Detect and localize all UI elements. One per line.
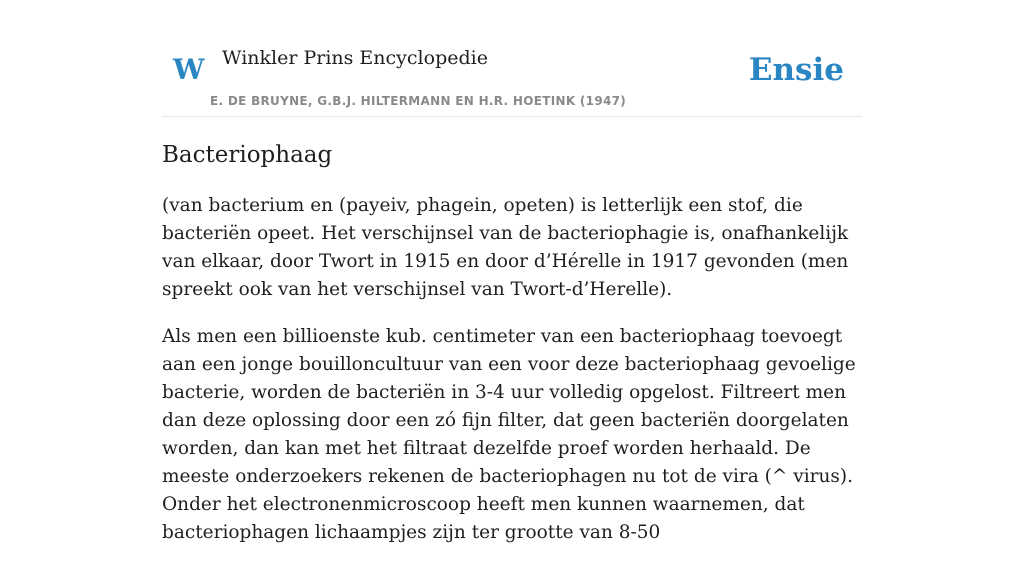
- site-logo[interactable]: W: [173, 53, 205, 86]
- site-header: [162, 0, 862, 117]
- brand-logo[interactable]: Ensie: [748, 52, 844, 88]
- paragraph: Als men een billioenste kub. centimeter van een bacteriophaag toevoegt aan een jonge bouilloncultuur van een voor deze bacteriophaag gevoelige bacterie, worden de bacteriën in 3-4 uur volledig opgelost. Filtreert men dan deze oplossing door een zó fijn filter, dat geen bacteriën doorgelaten worden, dan kan met het filtraat dezelfde proef worden herhaald. De meeste onderzoekers rekenen de bacteriophagen nu tot de vira (^ virus). Onder het electronenmicroscoop heeft men kunnen waarnemen, dat bacteriophagen lichaampjes zijn ter grootte van 8-50: [162, 326, 856, 543]
- article-title: Bacteriophaag: [162, 142, 333, 168]
- article-body: [162, 192, 874, 566]
- paragraph: (van bacterium en (payeiv, phagein, opeten) is letterlijk een stof, die bacteriën opeet. Het verschijnsel van de bacteriophagie is, onafhankelijk van elkaar, door Twort in 1915 en door d’Hérelle in 1917 gevonden (men spreekt ook van het verschijnsel van Twort-d’Herelle).: [162, 195, 849, 300]
- site-title[interactable]: Winkler Prins Encyclopedie: [222, 47, 488, 69]
- authors-line: E. DE BRUYNE, G.B.J. HILTERMANN EN H.R. HOETINK (1947): [210, 94, 627, 108]
